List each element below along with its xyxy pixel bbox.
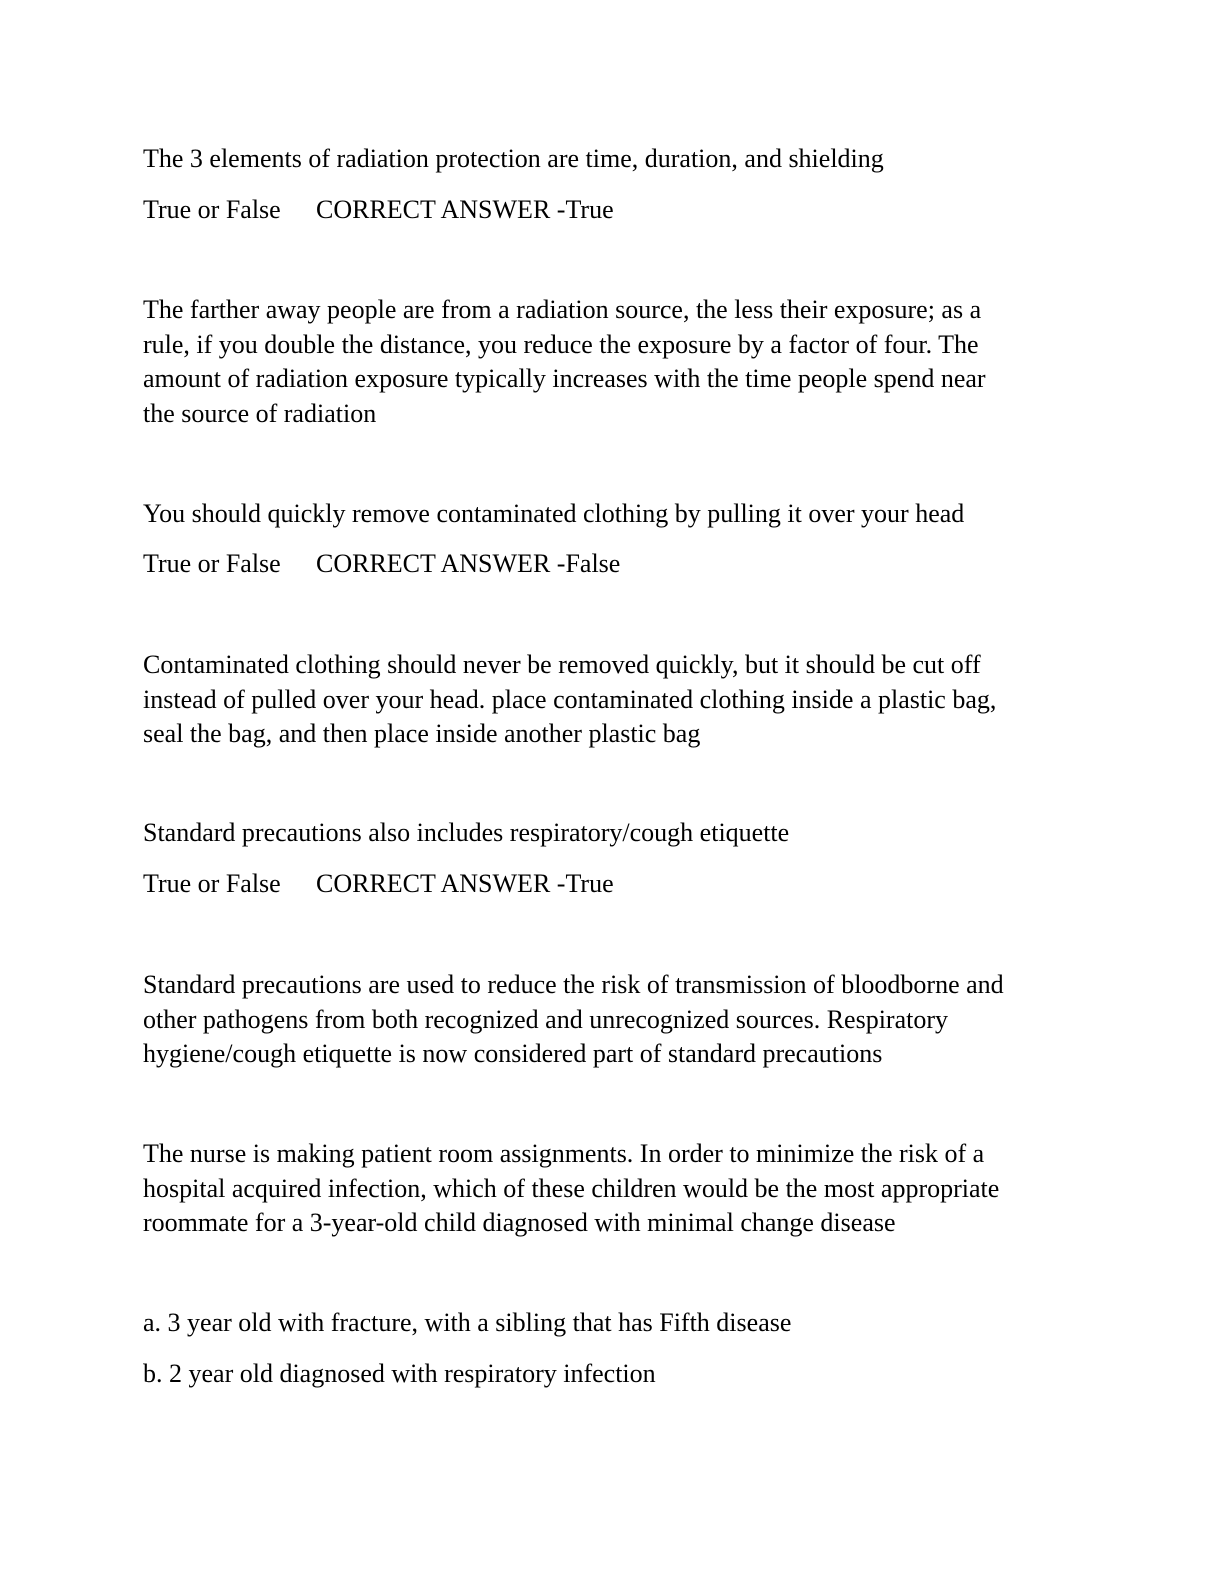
question-2: You should quickly remove contaminated clothing by pulling it over your head [143, 499, 965, 528]
explanation-2-line: Contaminated clothing should never be removed quickly, but it should be cut off [143, 650, 981, 679]
option-b: b. 2 year old diagnosed with respiratory infection [143, 1359, 656, 1388]
answer-3: -True [550, 869, 614, 898]
explanation-2-line: instead of pulled over your head. place contaminated clothing inside a plastic bag, [143, 684, 997, 714]
explanation-1-line: the source of radiation [143, 398, 377, 428]
explanation-1-line: The farther away people are from a radiation source, the less their exposure; as a [143, 295, 982, 324]
prompt-2: True or False [143, 549, 281, 578]
explanation-2 [143, 648, 1078, 752]
answer-row-3 [143, 867, 614, 902]
answer-label-3: CORRECT ANSWER [316, 869, 551, 898]
answer-row-1 [143, 193, 614, 228]
explanation-3-line: other pathogens from both recognized and unrecognized sources. Respiratory [143, 1004, 949, 1034]
prompt-3: True or False [143, 869, 281, 898]
explanation-3-line: hygiene/cough etiquette is now considered part of standard precautions [143, 1039, 883, 1068]
explanation-1-line: rule, if you double the distance, you reduce the exposure by a factor of four. The [143, 329, 979, 359]
answer-1: -True [550, 195, 614, 224]
explanation-2-line: seal the bag, and then place inside another plastic bag [143, 719, 701, 748]
answer-row-2 [143, 547, 620, 582]
question-3: Standard precautions also includes respiratory/cough etiquette [143, 818, 790, 847]
explanation-3 [143, 968, 1078, 1072]
answer-label-1: CORRECT ANSWER [316, 195, 551, 224]
prompt-1: True or False [143, 195, 281, 224]
final-question-line: roommate for a 3-year-old child diagnosed with minimal change disease [143, 1208, 896, 1237]
explanation-1-line: amount of radiation exposure typically increases with the time people spend near [143, 364, 986, 393]
final-question-line: hospital acquired infection, which of these children would be the most appropriate [143, 1173, 1000, 1203]
answer-label-2: CORRECT ANSWER [316, 549, 551, 578]
answer-2: -False [550, 549, 621, 578]
question-1: The 3 elements of radiation protection are time, duration, and shielding [143, 144, 884, 173]
final-question [143, 1137, 1078, 1241]
final-question-line: The nurse is making patient room assignments. In order to minimize the risk of a [143, 1139, 985, 1168]
explanation-1 [143, 293, 1078, 431]
option-a: a. 3 year old with fracture, with a sibling that has Fifth disease [143, 1308, 792, 1337]
explanation-3-line: Standard precautions are used to reduce the risk of transmission of bloodborne and [143, 970, 1004, 999]
